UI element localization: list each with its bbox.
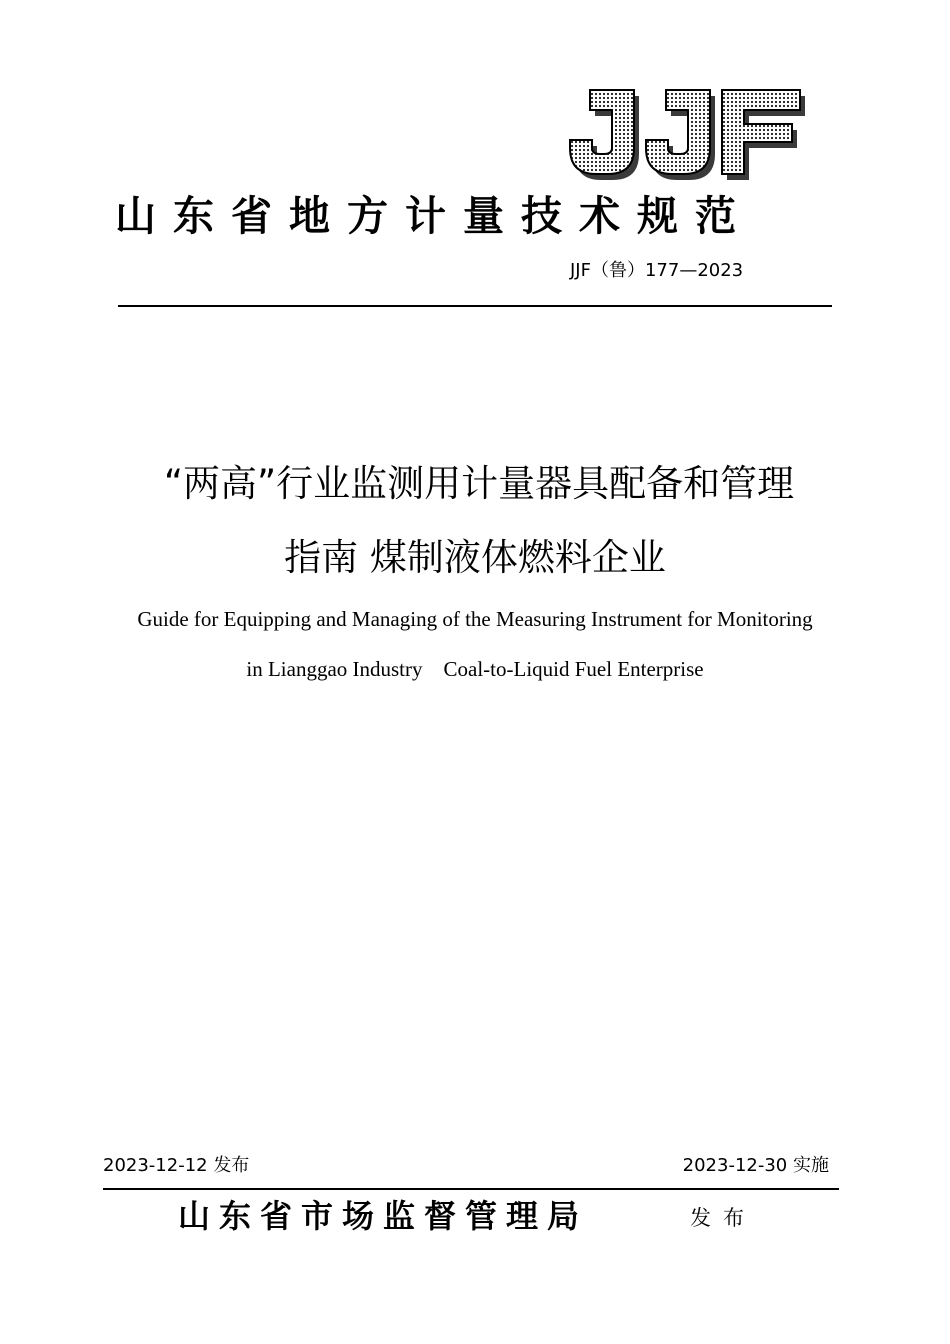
footer-divider bbox=[103, 1188, 839, 1190]
implementation-date: 2023-12-30 实施 bbox=[682, 1155, 829, 1176]
jjf-logo bbox=[566, 88, 806, 182]
issue-date: 2023-12-12 发布 bbox=[103, 1155, 250, 1176]
series-title: 山东省地方计量技术规范 bbox=[115, 192, 753, 240]
title-en-line1: Guide for Equipping and Managing of the Measuring Instrument for Monitoring bbox=[137, 607, 813, 631]
standard-code: JJF（鲁）177—2023 bbox=[570, 260, 744, 281]
title-cn-line1: “两高”行业监测用计量器具配备和管理 bbox=[163, 462, 795, 505]
header-divider bbox=[118, 305, 832, 307]
logo-letters bbox=[570, 90, 800, 174]
title-cn-line2: 指南 煤制液体燃料企业 bbox=[284, 536, 666, 579]
publish-label: 发布 bbox=[690, 1206, 756, 1230]
title-en-line2: in Lianggao Industry Coal-to-Liquid Fuel Enterprise bbox=[246, 657, 704, 681]
publisher: 山东省市场监督管理局 bbox=[178, 1197, 589, 1235]
